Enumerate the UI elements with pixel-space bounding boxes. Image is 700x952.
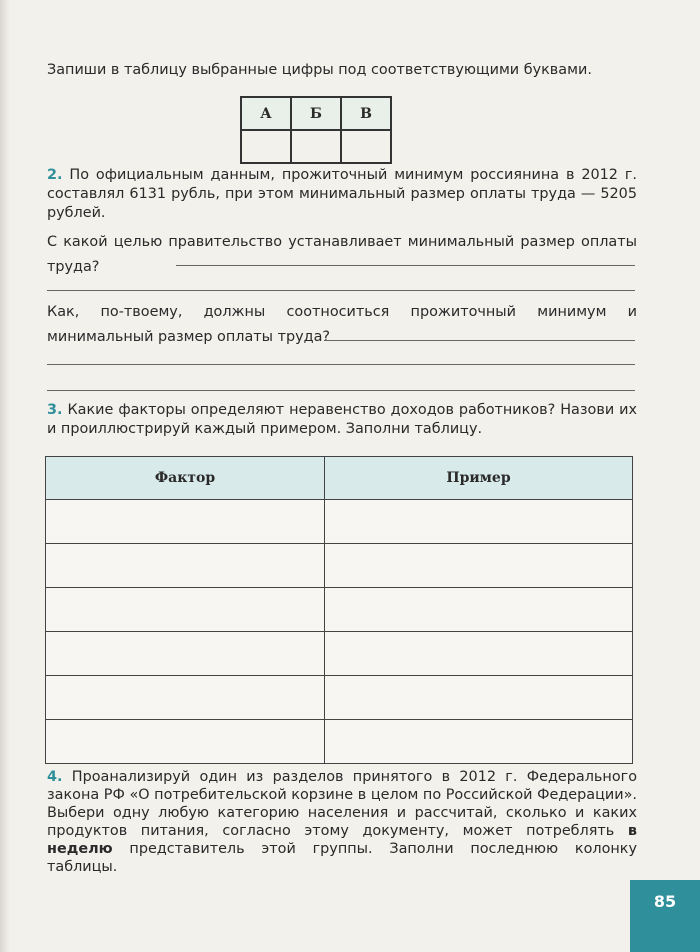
table-row bbox=[46, 720, 633, 764]
task3-number: 3. bbox=[47, 402, 63, 418]
abv-header-v: В bbox=[341, 97, 391, 130]
answer-line[interactable] bbox=[324, 340, 635, 341]
factor-cell[interactable] bbox=[46, 632, 325, 676]
answer-line[interactable] bbox=[47, 290, 635, 291]
factor-header: Фактор bbox=[46, 457, 325, 500]
factor-table bbox=[45, 456, 633, 764]
table-row bbox=[46, 500, 633, 544]
example-cell[interactable] bbox=[325, 632, 633, 676]
abv-answer-v[interactable] bbox=[341, 130, 391, 163]
abv-header-b: Б bbox=[291, 97, 341, 130]
task4-bold-phrase: в неделю bbox=[47, 823, 638, 857]
task2-question1: С какой целью правительство устанавливает минимальный размер оплаты труда? bbox=[47, 234, 637, 275]
task2-number: 2. bbox=[47, 167, 63, 183]
factor-cell[interactable] bbox=[46, 676, 325, 720]
task4-text bbox=[47, 768, 637, 876]
task4-body-start: Проанализируй один из разделов принятого в 2012 г. Федерального закона РФ «О потребительской корзине в целом по Российской Федерации». Выбери одну любую категорию населения и рассчитай, сколько и каких продуктов питания, согласно этому документу, может потреблять bbox=[47, 769, 637, 839]
answer-line[interactable] bbox=[47, 390, 635, 391]
abv-answer-b[interactable] bbox=[291, 130, 341, 163]
task2-question2: Как, по-твоему, должны соотноситься прожиточный минимум и минимальный размер оплаты труда? bbox=[47, 304, 637, 345]
table-row bbox=[46, 588, 633, 632]
answer-line[interactable] bbox=[176, 265, 635, 266]
abv-answer-a[interactable] bbox=[241, 130, 291, 163]
example-cell[interactable] bbox=[325, 676, 633, 720]
factor-cell[interactable] bbox=[46, 588, 325, 632]
factor-cell[interactable] bbox=[46, 544, 325, 588]
abv-table bbox=[240, 96, 392, 164]
page-number: 85 bbox=[630, 880, 700, 952]
intro-text: Запиши в таблицу выбранные цифры под соответствующими буквами. bbox=[47, 62, 592, 78]
factor-cell[interactable] bbox=[46, 720, 325, 764]
example-cell[interactable] bbox=[325, 588, 633, 632]
task4-number: 4. bbox=[47, 769, 63, 785]
answer-line[interactable] bbox=[47, 364, 635, 365]
table-row bbox=[46, 676, 633, 720]
table-row bbox=[46, 544, 633, 588]
example-cell[interactable] bbox=[325, 720, 633, 764]
abv-header-a: А bbox=[241, 97, 291, 130]
task3-body: Какие факторы определяют неравенство доходов работников? Назови их и проиллюстрируй каждый примером. Заполни таблицу. bbox=[47, 402, 637, 437]
example-cell[interactable] bbox=[325, 544, 633, 588]
factor-cell[interactable] bbox=[46, 500, 325, 544]
table-row bbox=[46, 632, 633, 676]
task2-body: По официальным данным, прожиточный минимум россиянина в 2012 г. составлял 6131 рубль, при этом минимальный размер оплаты труда — 5205 рублей. bbox=[47, 167, 637, 221]
task3-text bbox=[47, 401, 637, 439]
task2-text bbox=[47, 166, 637, 223]
page-edge bbox=[0, 0, 10, 952]
example-cell[interactable] bbox=[325, 500, 633, 544]
example-header: Пример bbox=[325, 457, 633, 500]
task4-body-end: представитель этой группы. Заполни последнюю колонку таблицы. bbox=[47, 841, 637, 875]
